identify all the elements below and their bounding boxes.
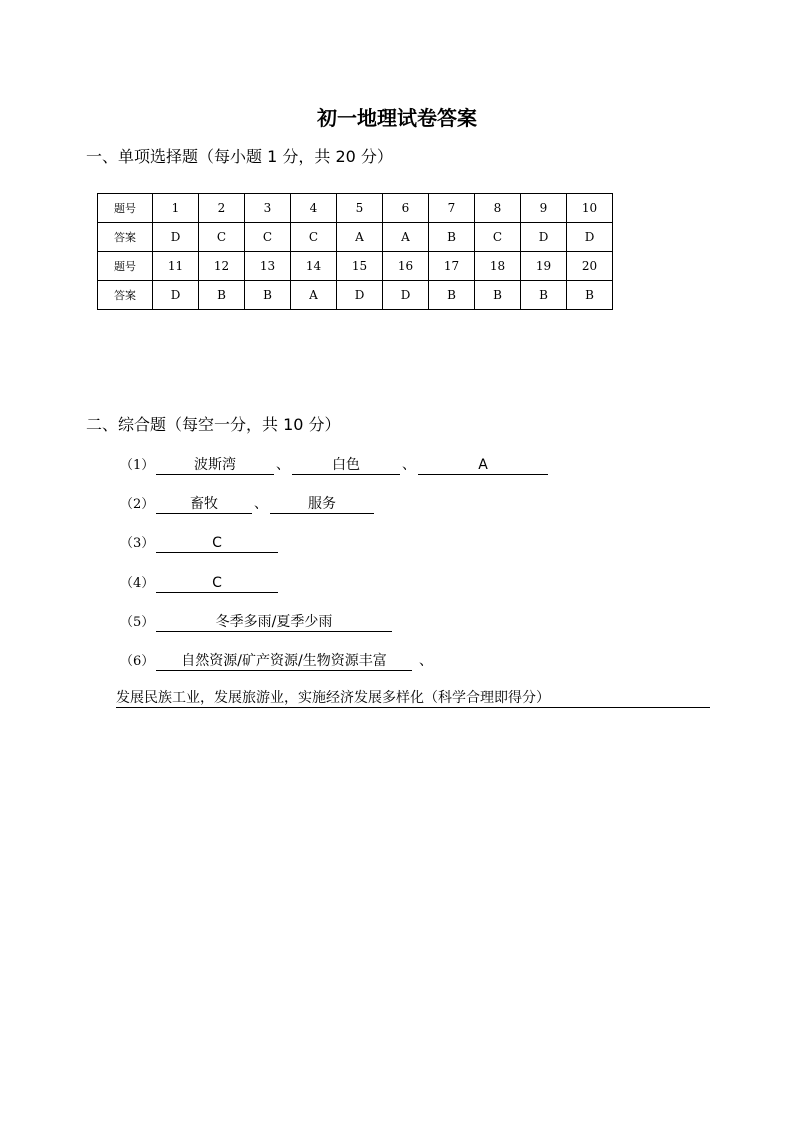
- row-label: 题号: [98, 252, 153, 281]
- separator: 、: [402, 457, 416, 473]
- table-cell: 13: [245, 252, 291, 281]
- answer-table: [97, 193, 613, 310]
- answer-blank: 发展民族工业，发展旅游业，实施经济发展多样化（科学合理即得分）: [116, 689, 710, 708]
- table-cell: D: [153, 223, 199, 252]
- table-cell: D: [521, 223, 567, 252]
- answer-blank: 冬季多雨/夏季少雨: [156, 613, 392, 632]
- table-cell: 14: [291, 252, 337, 281]
- table-cell: 5: [337, 194, 383, 223]
- table-row: [98, 223, 613, 252]
- table-cell: B: [199, 281, 245, 310]
- table-row: [98, 252, 613, 281]
- table-cell: 18: [475, 252, 521, 281]
- answer-blank: 自然资源/矿产资源/生物资源丰富: [156, 652, 412, 671]
- answer-blank: 服务: [270, 495, 374, 514]
- answer-item-4: [120, 572, 278, 594]
- separator: 、: [419, 653, 433, 669]
- table-cell: 19: [521, 252, 567, 281]
- table-cell: A: [383, 223, 429, 252]
- table-cell: A: [291, 281, 337, 310]
- answer-blank: C: [156, 574, 278, 593]
- table-cell: B: [521, 281, 567, 310]
- item-number: （2）: [120, 497, 155, 512]
- answer-blank: A: [418, 456, 548, 475]
- table-cell: 20: [567, 252, 613, 281]
- table-row: [98, 281, 613, 310]
- answer-blank: 畜牧: [156, 495, 252, 514]
- separator: 、: [254, 496, 268, 512]
- answer-item-2: [120, 493, 374, 515]
- answer-item-3: [120, 532, 278, 554]
- table-cell: 12: [199, 252, 245, 281]
- table-cell: 8: [475, 194, 521, 223]
- table-cell: 2: [199, 194, 245, 223]
- answer-item-5: [120, 611, 392, 633]
- table-cell: 9: [521, 194, 567, 223]
- answer-item-1: [120, 454, 548, 476]
- table-cell: D: [567, 223, 613, 252]
- section-2-heading: 二、综合题（每空一分，共 10 分）: [86, 415, 341, 434]
- section-1-heading: 一、单项选择题（每小题 1 分，共 20 分）: [86, 147, 393, 166]
- answer-blank: 波斯湾: [156, 456, 274, 475]
- answer-item-6-continued: [116, 689, 710, 711]
- table-cell: 16: [383, 252, 429, 281]
- table-cell: 10: [567, 194, 613, 223]
- table-cell: C: [199, 223, 245, 252]
- table-cell: B: [567, 281, 613, 310]
- row-label: 题号: [98, 194, 153, 223]
- table-cell: D: [337, 281, 383, 310]
- table-cell: 11: [153, 252, 199, 281]
- table-cell: 17: [429, 252, 475, 281]
- table-cell: 4: [291, 194, 337, 223]
- row-label: 答案: [98, 281, 153, 310]
- item-number: （4）: [120, 576, 155, 591]
- table-cell: B: [245, 281, 291, 310]
- separator: 、: [276, 457, 290, 473]
- answer-blank: 白色: [292, 456, 400, 475]
- table-cell: C: [475, 223, 521, 252]
- item-number: （6）: [120, 654, 155, 669]
- table-cell: C: [291, 223, 337, 252]
- item-number: （3）: [120, 536, 155, 551]
- table-cell: 3: [245, 194, 291, 223]
- table-cell: B: [475, 281, 521, 310]
- table-cell: 1: [153, 194, 199, 223]
- table-cell: 15: [337, 252, 383, 281]
- row-label: 答案: [98, 223, 153, 252]
- answer-blank: C: [156, 534, 278, 553]
- table-cell: B: [429, 281, 475, 310]
- table-cell: 7: [429, 194, 475, 223]
- table-cell: C: [245, 223, 291, 252]
- answer-item-6: [120, 650, 440, 672]
- table-cell: D: [153, 281, 199, 310]
- table-cell: D: [383, 281, 429, 310]
- item-number: （1）: [120, 458, 155, 473]
- item-number: （5）: [120, 615, 155, 630]
- table-row: [98, 194, 613, 223]
- table-cell: B: [429, 223, 475, 252]
- table-cell: A: [337, 223, 383, 252]
- page-title: 初一地理试卷答案: [317, 106, 477, 130]
- table-cell: 6: [383, 194, 429, 223]
